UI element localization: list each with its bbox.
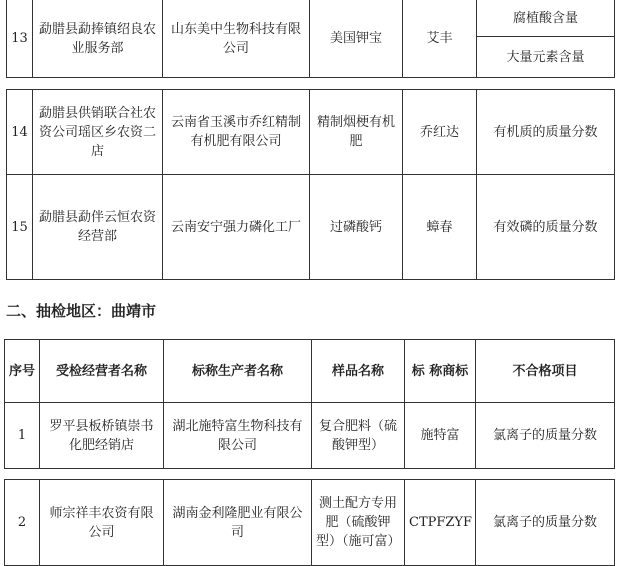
manufacturer-name: 山东美中生物科技有限公司 [163,0,310,78]
header-no: 序号 [5,340,40,403]
sample-name: 测土配方专用肥（硫酸钾型）（施可富） [312,480,405,566]
row-number: 15 [7,175,33,280]
table-row [5,403,615,469]
header-sample: 样品名称 [312,340,405,403]
header-brand: 标 称商标 [405,340,476,403]
manufacturer-name: 云南省玉溪市乔红精制有机肥有限公司 [163,90,310,175]
dealer-name: 罗平县板桥镇崇书化肥经销店 [40,403,164,469]
row-number: 1 [5,403,40,469]
failed-item: 有效磷的质量分数 [477,175,615,280]
sample-name: 美国钾宝 [310,0,403,78]
results-table-part2 [6,89,615,280]
sample-name: 精制烟梗有机肥 [310,90,403,175]
results-table-part4 [4,479,615,566]
row-number: 2 [5,480,40,566]
failed-item: 有机质的质量分数 [477,90,615,175]
dealer-name: 勐腊县勐捧镇绍良农业服务部 [33,0,163,78]
dealer-name: 师宗祥丰农资有限公司 [40,480,164,566]
brand-name: 施特富 [405,403,476,469]
dealer-name: 勐腊县供销联合社农资公司瑶区乡农资二店 [33,90,163,175]
header-dealer: 受检经营者名称 [40,340,164,403]
header-maker: 标称生产者名称 [164,340,312,403]
brand-name: CTPFZYF [405,480,476,566]
table-row [7,175,615,280]
brand-name: 艾丰 [403,0,477,78]
table-row [5,480,615,566]
results-table-part3 [4,339,615,469]
table-header-row [5,340,615,403]
brand-name: 蟑春 [403,175,477,280]
failed-item: 大量元素含量 [477,37,615,78]
results-table-part1 [6,0,615,78]
table-row [7,0,615,37]
row-number: 14 [7,90,33,175]
failed-item: 氯离子的质量分数 [476,480,615,566]
manufacturer-name: 湖南金利隆肥业有限公司 [164,480,312,566]
manufacturer-name: 湖北施特富生物科技有限公司 [164,403,312,469]
section-heading: 二、抽检地区：曲靖市 [6,302,157,320]
sample-name: 复合肥料（硫酸钾型） [312,403,405,469]
failed-item: 腐植酸含量 [477,0,615,37]
sample-name: 过磷酸钙 [310,175,403,280]
row-number: 13 [7,0,33,78]
manufacturer-name: 云南安宁强力磷化工厂 [163,175,310,280]
brand-name: 乔红达 [403,90,477,175]
header-item: 不合格项目 [476,340,615,403]
failed-item: 氯离子的质量分数 [476,403,615,469]
dealer-name: 勐腊县勐伴云恒农资经营部 [33,175,163,280]
table-row [7,90,615,175]
